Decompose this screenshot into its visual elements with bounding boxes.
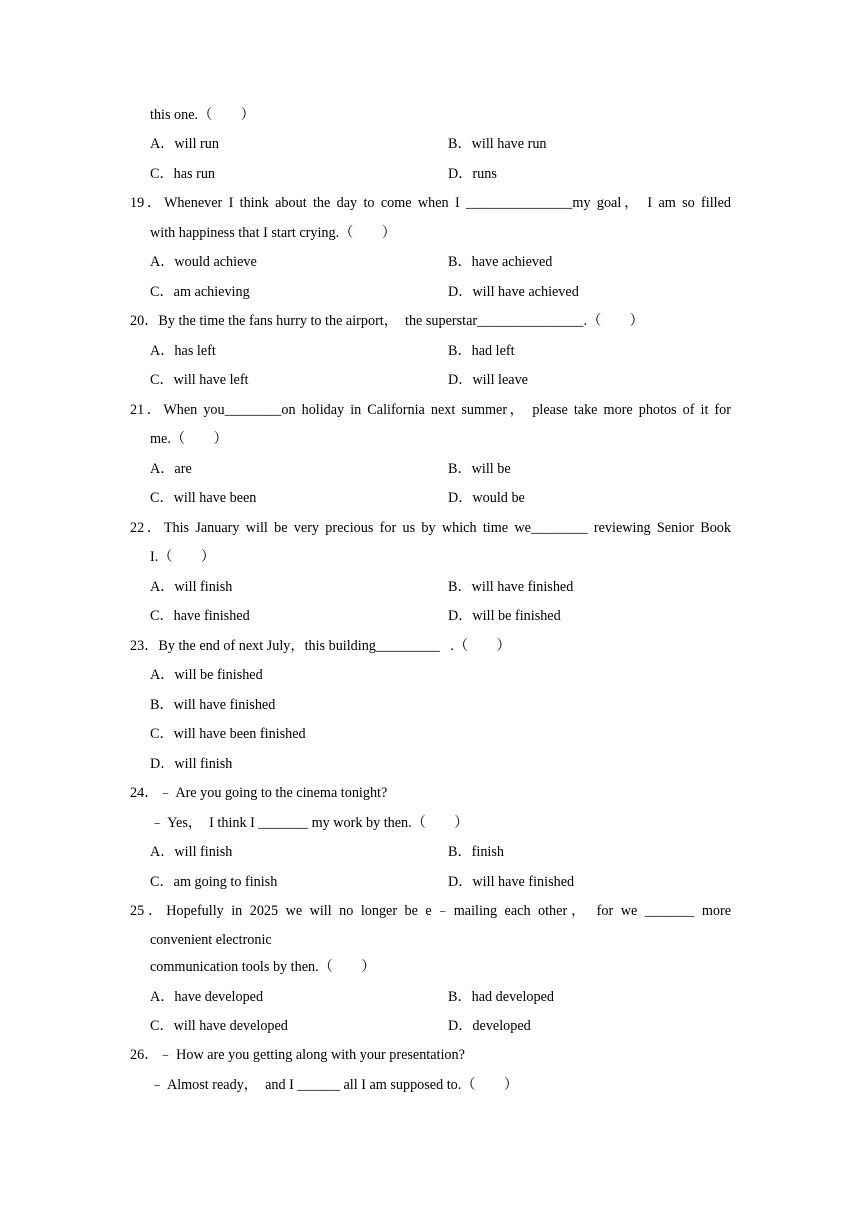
option-d: D．will leave [448, 372, 528, 388]
option-a: A．has left [150, 343, 216, 359]
option-d: D．runs [448, 166, 497, 182]
option-a: A．would achieve [150, 254, 257, 270]
question-25: 25．Hopefully in 2025 we will no longer be e﹣mailing each other， for we _______ more [130, 903, 731, 919]
option-d: D．developed [448, 1018, 531, 1034]
option-c: C．has run [150, 166, 216, 182]
option-b: B．have achieved [448, 254, 553, 270]
option-c: C．will have developed [150, 1018, 288, 1034]
option-a: A．are [150, 461, 192, 477]
question-text: communication tools by then.（ ） [150, 959, 376, 975]
option-c: C．am going to finish [150, 874, 278, 890]
option-c: C．have finished [150, 608, 250, 624]
option-a: A．will run [150, 136, 219, 152]
question-text: with happiness that I start crying.（ ） [150, 225, 396, 241]
option-a: A．will finish [150, 579, 233, 595]
option-a: A．have developed [150, 989, 264, 1005]
option-a: A．will be finished [150, 667, 263, 683]
option-d: D．will have achieved [448, 284, 579, 300]
question-19: 19．Whenever I think about the day to come when I _______________my goal， I am so filled [130, 195, 731, 211]
option-b: B．finish [448, 844, 504, 860]
question-24: 24．﹣ Are you going to the cinema tonight? [130, 785, 388, 801]
option-d: D．will finish [150, 756, 233, 772]
option-c: C．will have been finished [150, 726, 306, 742]
question-text: me.（ ） [150, 431, 228, 447]
question-text: ﹣ Almost ready， and I ______ all I am supposed to.（ ） [150, 1077, 519, 1093]
question-text: this one.（ ） [150, 107, 255, 123]
option-c: C．am achieving [150, 284, 250, 300]
option-a: A．will finish [150, 844, 233, 860]
option-d: D．will be finished [448, 608, 561, 624]
option-b: B．will have run [448, 136, 547, 152]
question-text: convenient electronic [150, 932, 272, 948]
question-26: 26．﹣ How are you getting along with your presentation? [130, 1047, 465, 1063]
question-21: 21．When you________on holiday in California next summer， please take more photos of it for [130, 402, 731, 418]
question-22: 22．This January will be very precious for us by which time we________ reviewing Senior Book [130, 520, 731, 536]
option-b: B．had developed [448, 989, 554, 1005]
question-text: I.（ ） [150, 549, 216, 565]
option-c: C．will have been [150, 490, 257, 506]
question-23: 23．By the end of next July，this building_________ .（ ） [130, 638, 511, 654]
question-20: 20．By the time the fans hurry to the airport， the superstar_______________.（ ） [130, 313, 644, 329]
question-text: ﹣ Yes， I think I _______ my work by then.（ ） [150, 815, 469, 831]
option-b: B．had left [448, 343, 515, 359]
option-b: B．will have finished [150, 697, 276, 713]
option-c: C．will have left [150, 372, 249, 388]
option-d: D．will have finished [448, 874, 575, 890]
option-b: B．will be [448, 461, 511, 477]
option-b: B．will have finished [448, 579, 574, 595]
option-d: D．would be [448, 490, 525, 506]
